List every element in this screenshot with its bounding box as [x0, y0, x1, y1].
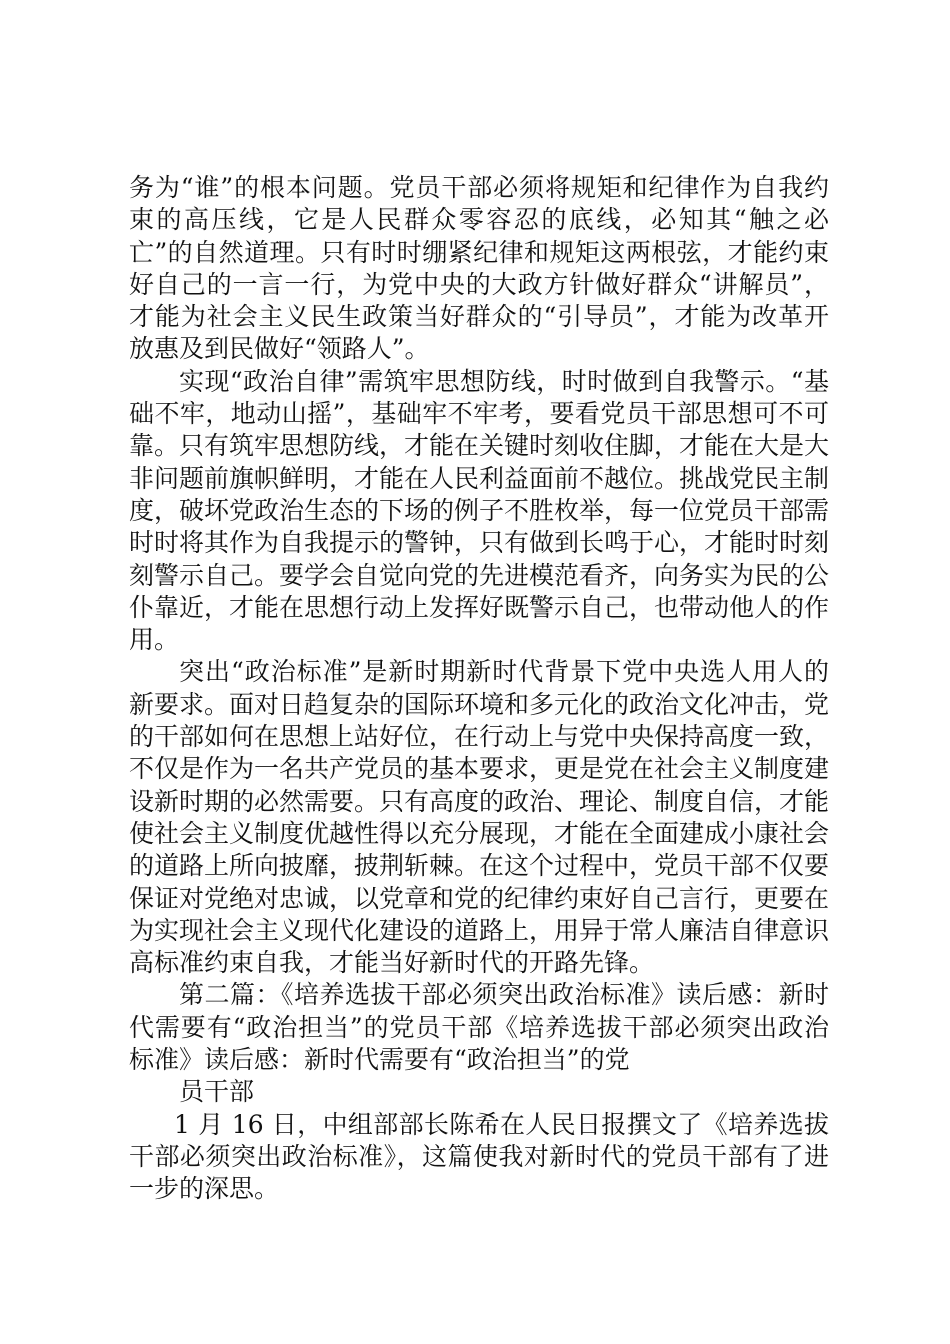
section-heading-second-article: 第二篇：《培养选拔干部必须突出政治标准》读后感：新时代需要有“政治担当”的党员干部《培养选拔干部必须突出政治标准》读后感：新时代需要有“政治担当”的党	[129, 980, 829, 1075]
section-heading-tail: 员干部	[179, 1077, 255, 1107]
paragraph-intro: 1 月 16 日，中组部部长陈希在人民日报撰文了《培养选拔干部必须突出政治标准》，这篇使我对新时代的党员干部有了进一步的深思。	[129, 1109, 829, 1204]
document-body	[129, 172, 829, 1206]
paragraph-continuation: 务为“谁”的根本问题。党员干部必须将规矩和纪律作为自我约束的高压线，它是人民群众零容忍的底线，必知其“触之必亡”的自然道理。只有时时绷紧纪律和规矩这两根弦，才能约束好自己的一言一行，为党中央的大政方针做好群众“讲解员”，才能为社会主义民生政策当好群众的“引导员”，才能为改革开放惠及到民做好“领路人”。	[129, 173, 829, 364]
paragraph-political-self-discipline: 实现“政治自律”需筑牢思想防线，时时做到自我警示。“基础不牢，地动山摇”，基础牢不牢考，要看党员干部思想可不可靠。只有筑牢思想防线，才能在关键时刻收住脚，才能在大是大非问题前旗帜鲜明，才能在人民利益面前不越位。挑战党民主制度，破坏党政治生态的下场的例子不胜枚举，每一位党员干部需时时将其作为自我提示的警钟，只有做到长鸣于心，才能时时刻刻警示自己。要学会自觉向党的先进模范看齐，向务实为民的公仆靠近，才能在思想行动上发挥好既警示自己，也带动他人的作用。	[129, 366, 830, 655]
paragraph-political-standard: 突出“政治标准”是新时期新时代背景下党中央选人用人的新要求。面对日趋复杂的国际环境和多元化的政治文化冲击，党的干部如何在思想上站好位，在行动上与党中央保持高度一致，不仅是作为一名共产党员的基本要求，更是党在社会主义制度建设新时期的必然需要。只有高度的政治、理论、制度自信，才能使社会主义制度优越性得以充分展现，才能在全面建成小康社会的道路上所向披靡，披荆斩棘。在这个过程中，党员干部不仅要保证对党绝对忠诚，以党章和党的纪律约束好自己言行，更要在为实现社会主义现代化建设的道路上，用异于常人廉洁自律意识高标准约束自我，才能当好新时代的开路先锋。	[129, 657, 830, 978]
